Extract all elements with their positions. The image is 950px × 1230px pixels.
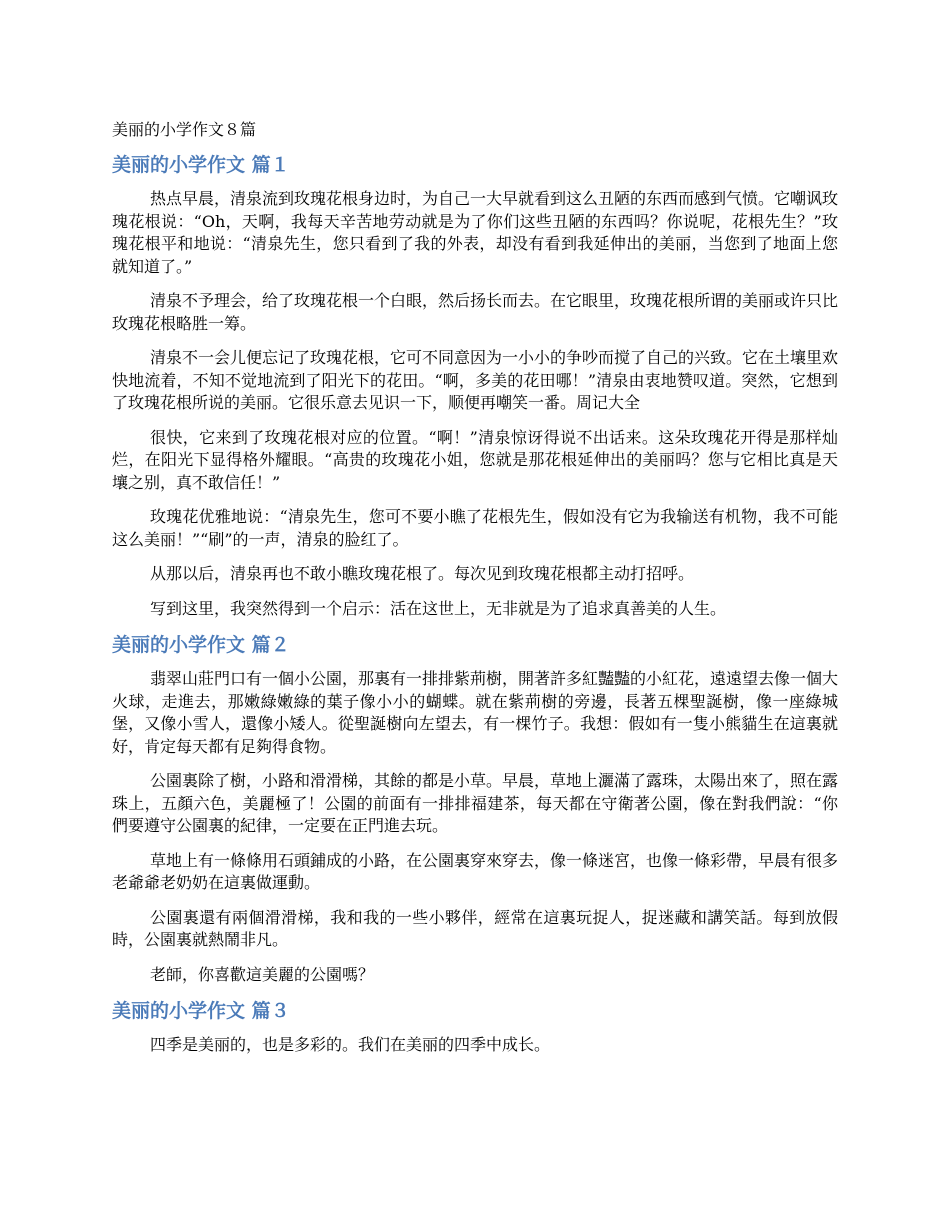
paragraph: 从那以后，清泉再也不敢小瞧玫瑰花根了。每次见到玫瑰花根都主动打招呼。 [150, 564, 695, 583]
paragraph: 玫瑰花优雅地说：“清泉先生，您可不要小瞧了花根先生，假如没有它为我输送有机物，我不可能这么美丽！”“刷”的一声，清泉的脸红了。 [112, 507, 838, 549]
paragraph: 老師，你喜歡這美麗的公園嗎？ [150, 964, 375, 984]
document-page [112, 118, 838, 1069]
paragraph: 公園裏除了樹，小路和滑滑梯，其餘的都是小草。早晨，草地上灑滿了露珠，太陽出來了，照在露珠上，五顏六色，美麗極了！公園的前面有一排排福建茶，每天都在守衛著公園，像在對我們說：“你們要遵守公園裏的紀律，一定要在正門進去玩。 [112, 771, 839, 835]
section-heading: 美丽的小学作文 篇２ [112, 634, 290, 656]
document-body [112, 152, 838, 1057]
paragraph: 四季是美丽的，也是多彩的。我们在美丽的四季中成长。 [150, 1035, 551, 1054]
section-heading: 美丽的小学作文 篇３ [112, 1000, 290, 1022]
document-title: 美丽的小学作文８篇 [112, 120, 257, 139]
paragraph: 热点早晨，清泉流到玫瑰花根身边时，为自己一大早就看到这么丑陋的东西而感到气愤。它嘲讽玫瑰花根说：“Oh，天啊，我每天辛苦地劳动就是为了你们这些丑陋的东西吗？你说呢，花根先生？”玫瑰花根平和地说：“清泉先生，您只看到了我的外表，却没有看到我延伸出的美丽，当您到了地面上您就知道了。” [112, 189, 839, 276]
paragraph: 翡翠山莊門口有一個小公園，那裏有一排排紫荊樹，開著許多紅豔豔的小紅花，遠遠望去像一個大火球，走進去，那嫩綠嫩綠的葉子像小小的蝴蝶。就在紫荊樹的旁邊，長著五棵聖誕樹，像一座綠城堡，又像小雪人，還像小矮人。從聖誕樹向左望去，有一棵竹子。我想：假如有一隻小熊貓生在這裏就好，肯定每天都有足夠得食物。 [112, 669, 839, 756]
paragraph: 很快，它来到了玫瑰花根对应的位置。“啊！”清泉惊讶得说不出话来。这朵玫瑰花开得是那样灿烂，在阳光下显得格外耀眼。“高贵的玫瑰花小姐，您就是那花根延伸出的美丽吗？您与它相比真是天壤之别，真不敢信任！” [112, 427, 838, 492]
paragraph: 公園裏還有兩個滑滑梯，我和我的一些小夥伴，經常在這裏玩捉人，捉迷藏和講笑話。每到放假時，公園裏就熱鬧非凡。 [112, 907, 838, 949]
paragraph: 清泉不一会儿便忘记了玫瑰花根，它可不同意因为一小小的争吵而搅了自己的兴致。它在土壤里欢快地流着，不知不觉地流到了阳光下的花田。“啊，多美的花田哪！”清泉由衷地赞叹道。突然，它想到了玫瑰花根所说的美丽。它很乐意去见识一下，顺便再嘲笑一番。周记大全 [112, 348, 839, 412]
paragraph: 写到这里，我突然得到一个启示：活在这世上，无非就是为了追求真善美的人生。 [150, 598, 727, 618]
section-heading: 美丽的小学作文 篇１ [112, 154, 290, 176]
paragraph: 草地上有一條條用石頭鋪成的小路，在公園裏穿來穿去，像一條迷宮，也像一條彩帶，早晨有很多老爺爺老奶奶在這裏做運動。 [112, 850, 839, 892]
paragraph: 清泉不予理会，给了玫瑰花根一个白眼，然后扬长而去。在它眼里，玫瑰花根所谓的美丽或许只比玫瑰花根略胜一筹。 [112, 291, 839, 333]
